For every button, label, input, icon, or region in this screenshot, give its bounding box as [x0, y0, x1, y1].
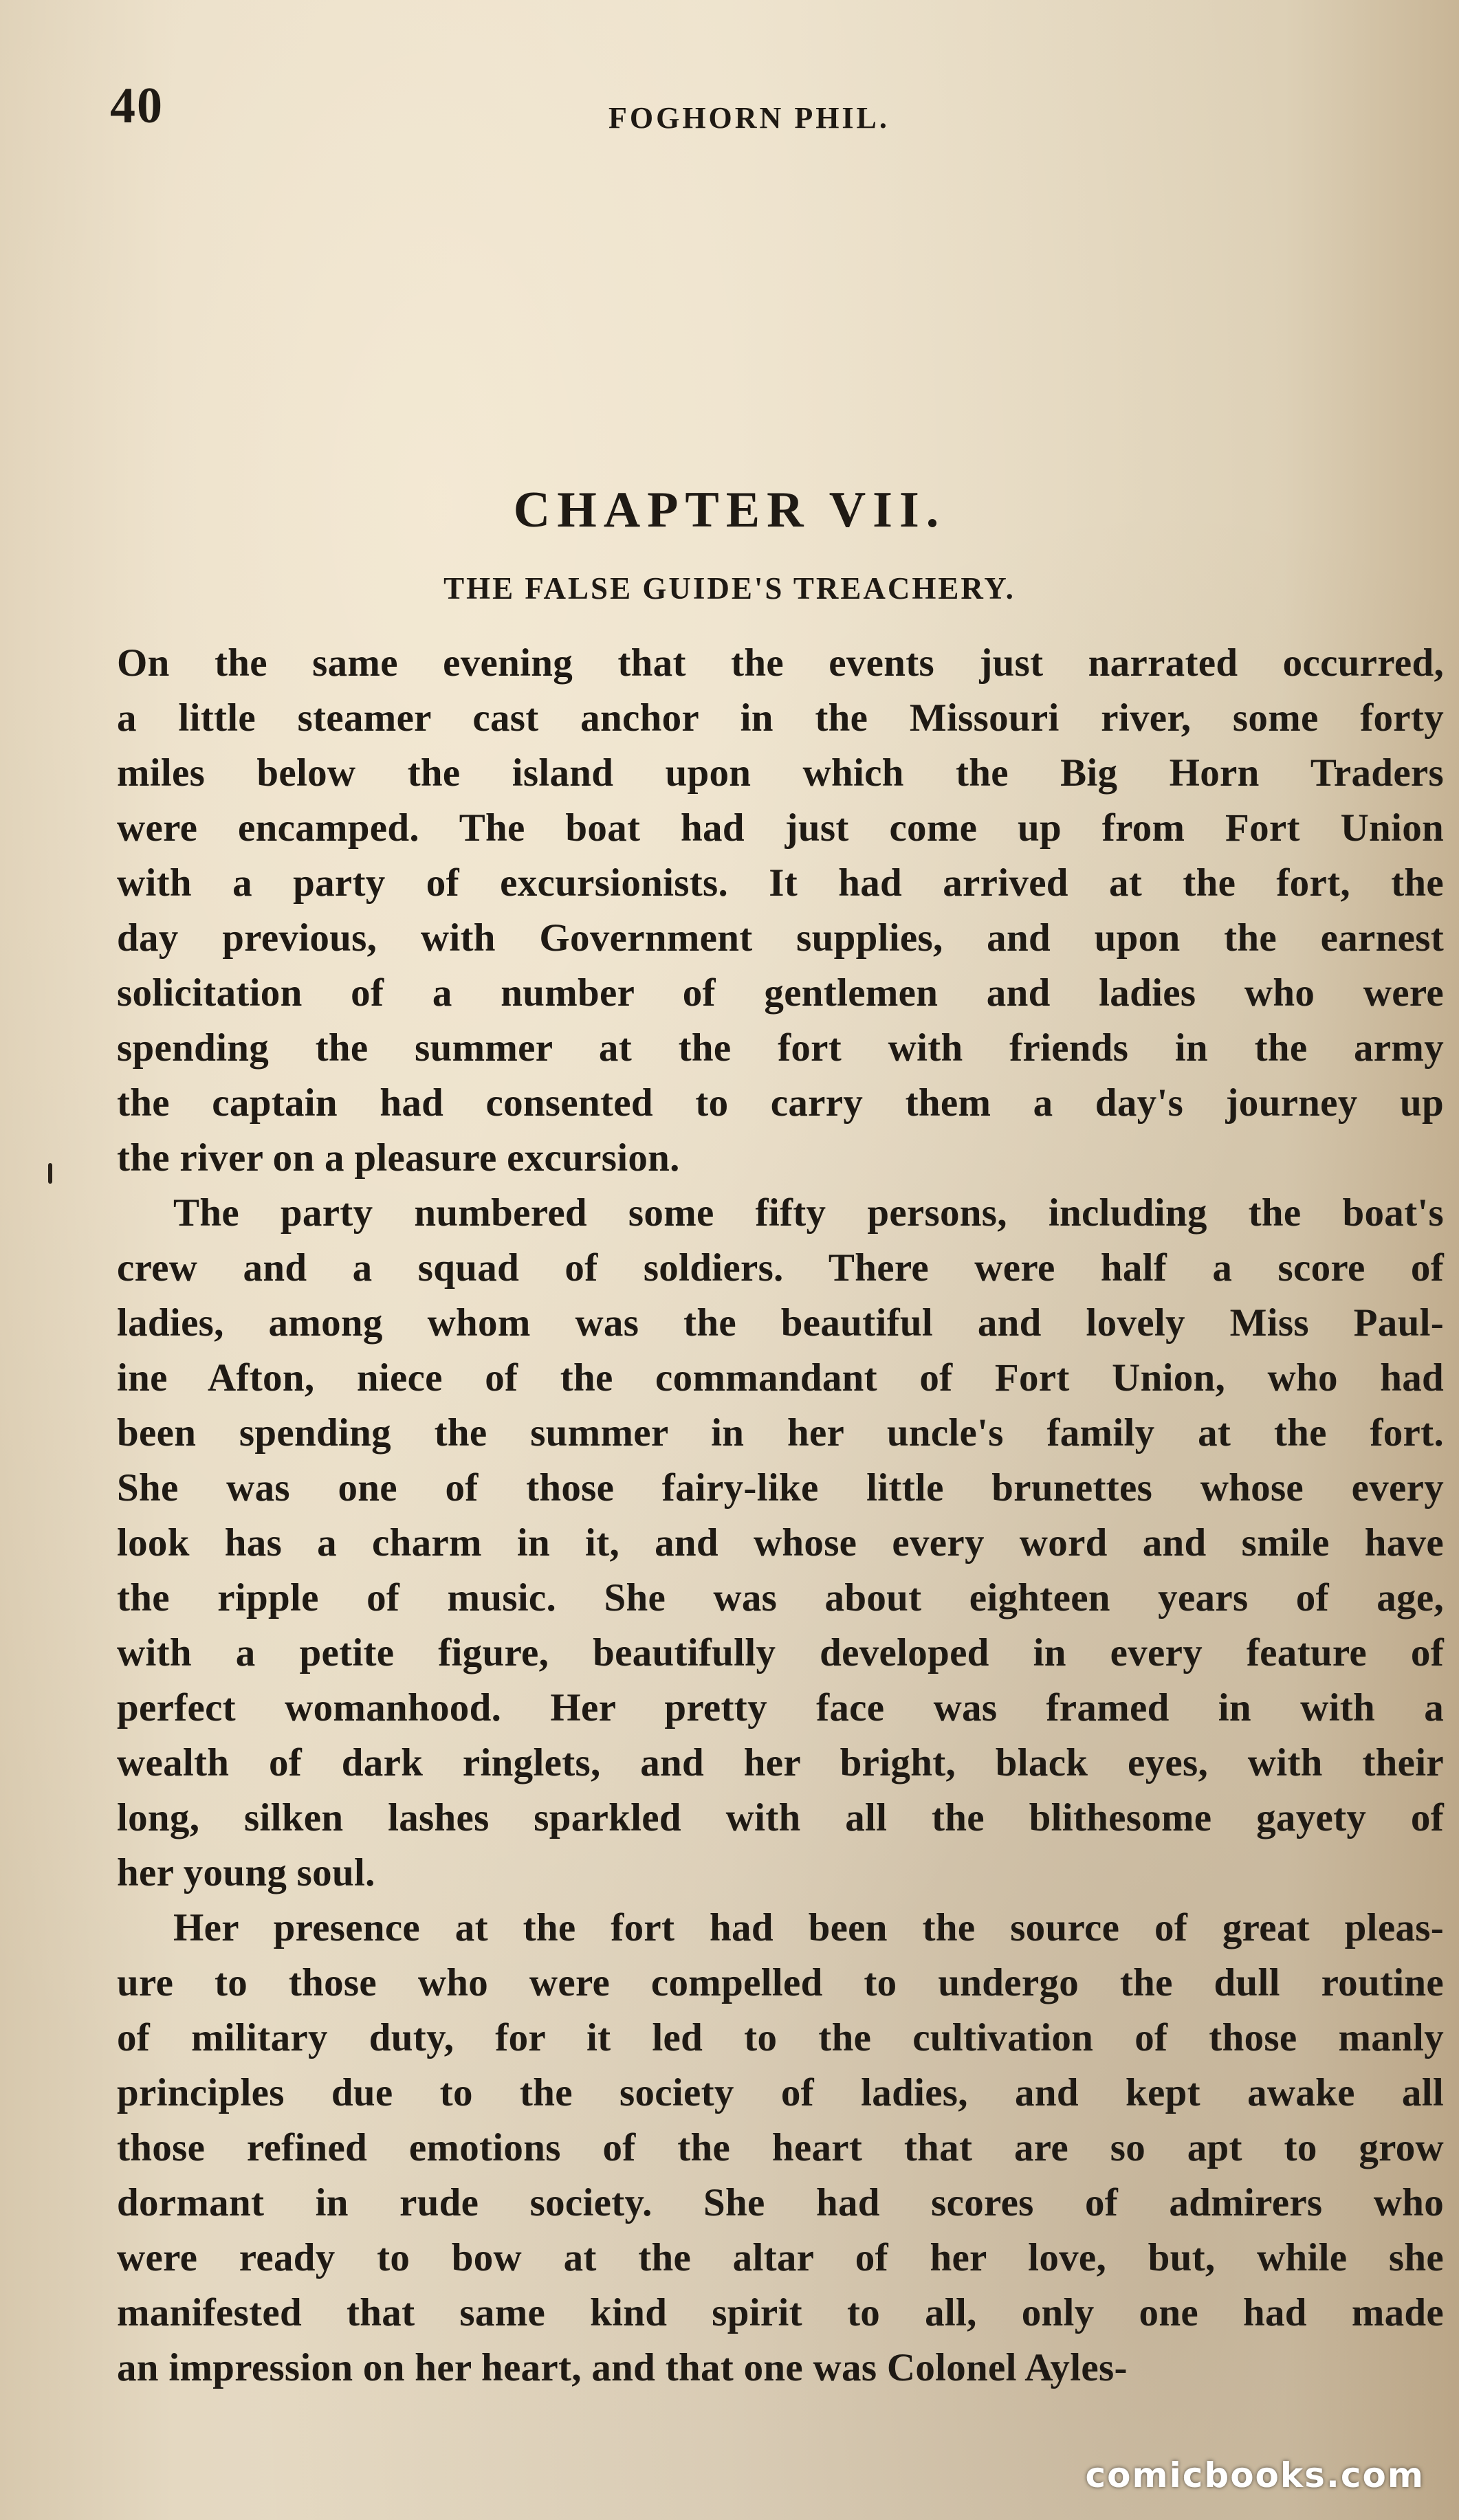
chapter-title: CHAPTER VII.	[513, 482, 946, 538]
margin-mark	[48, 1163, 52, 1184]
text-line: with a petite figure, beautifully developed in every feature of	[117, 1631, 1444, 1675]
text-line: been spending the summer in her uncle's family at the fort.	[117, 1411, 1444, 1455]
text-line: wealth of dark ringlets, and her bright, black eyes, with their	[117, 1741, 1444, 1784]
text-line: those refined emotions of the heart that are so apt to grow	[117, 2126, 1444, 2169]
text-line: a little steamer cast anchor in the Missouri river, some forty	[117, 696, 1444, 740]
text-line: perfect womanhood. Her pretty face was framed in with a	[117, 1686, 1444, 1729]
text-line: manifested that same kind spirit to all, only one had made	[117, 2291, 1444, 2334]
paragraph	[117, 1186, 1444, 1901]
text-line: The party numbered some fifty persons, including the boat's	[173, 1191, 1444, 1235]
book-title: FOGHORN PHIL.	[608, 101, 890, 135]
text-line: of military duty, for it led to the cultivation of those manly	[117, 2016, 1444, 2059]
text-line: Her presence at the fort had been the source of great pleas-	[173, 1906, 1444, 1949]
text-line: miles below the island upon which the Big Horn Traders	[117, 751, 1444, 795]
text-line: She was one of those fairy-like little brunettes whose every	[117, 1466, 1444, 1510]
text-line: ure to those who were compelled to undergo the dull routine	[117, 1961, 1444, 2004]
text-line: were ready to bow at the altar of her love, but, while she	[117, 2236, 1444, 2279]
text-line: long, silken lashes sparkled with all the blithesome gayety of	[117, 1796, 1444, 1839]
running-head	[110, 77, 1404, 135]
text-line: On the same evening that the events just narrated occurred,	[117, 641, 1444, 685]
text-line: with a party of excursionists. It had arrived at the fort, the	[117, 861, 1444, 905]
text-line: dormant in rude society. She had scores of admirers who	[117, 2181, 1444, 2224]
text-line: look has a charm in it, and whose every word and smile have	[117, 1521, 1444, 1565]
text-line: solicitation of a number of gentlemen and ladies who were	[117, 971, 1444, 1015]
chapter-subtitle: THE FALSE GUIDE'S TREACHERY.	[443, 571, 1016, 606]
paragraph	[117, 1901, 1444, 2396]
text-line: principles due to the society of ladies, and kept awake all	[117, 2071, 1444, 2114]
text-line: the river on a pleasure excursion.	[117, 1136, 680, 1180]
paragraph	[117, 636, 1444, 1186]
text-line: ine Afton, niece of the commandant of Fort Union, who had	[117, 1356, 1444, 1400]
text-line: crew and a squad of soldiers. There were half a score of	[117, 1246, 1444, 1290]
watermark: comicbooks.com	[1085, 2455, 1425, 2495]
text-line: day previous, with Government supplies, and upon the earnest	[117, 916, 1444, 960]
text-line: her young soul.	[117, 1851, 375, 1894]
text-line: an impression on her heart, and that one was Colonel Ayles-	[117, 2346, 1128, 2389]
text-line: ladies, among whom was the beautiful and lovely Miss Paul-	[117, 1301, 1444, 1345]
text-line: the ripple of music. She was about eighteen years of age,	[117, 1576, 1444, 1620]
body-text	[117, 636, 1444, 2396]
text-line: spending the summer at the fort with friends in the army	[117, 1026, 1444, 1070]
text-line: the captain had consented to carry them a day's journey up	[117, 1081, 1444, 1125]
page-number: 40	[110, 78, 164, 134]
text-line: were encamped. The boat had just come up from Fort Union	[117, 806, 1444, 850]
